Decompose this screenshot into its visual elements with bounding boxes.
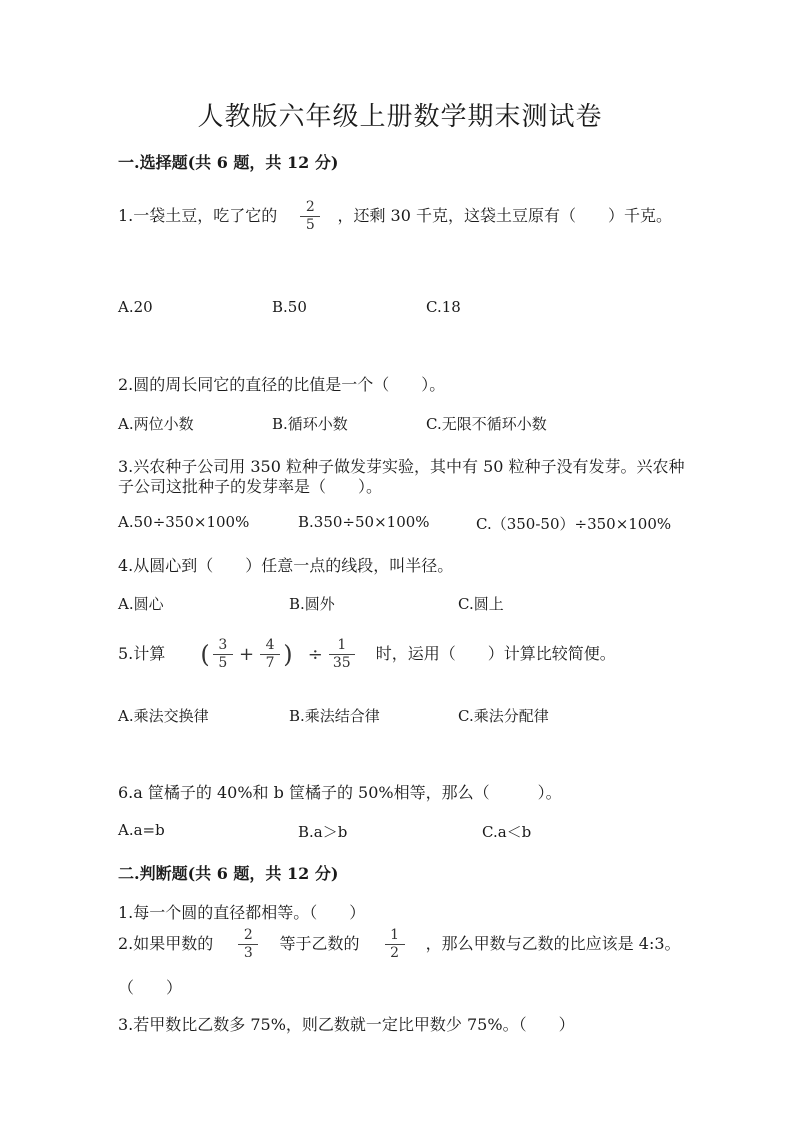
- option-c[interactable]: C.a＜b: [482, 823, 532, 841]
- question-1: [118, 200, 672, 233]
- question-text: 等于乙数的: [279, 934, 360, 953]
- close-paren: ): [283, 640, 293, 669]
- question-6: 6.a 筐橘子的 40%和 b 筐橘子的 50%相等，那么（ ）。: [118, 783, 562, 802]
- judgement-2-answer-paren: （ ）: [118, 978, 183, 997]
- question-3-line-1: 3.兴农种子公司用 350 粒种子做发芽实验，其中有 50 粒种子没有发芽。兴农种: [118, 457, 685, 476]
- question-text: 2.如果甲数的: [118, 934, 214, 953]
- option-c[interactable]: C.无限不循环小数: [426, 415, 547, 433]
- option-a[interactable]: A.圆心: [118, 595, 164, 613]
- judgement-1: 1.每一个圆的直径都相等。（ ）: [118, 903, 366, 922]
- option-b[interactable]: B.50: [272, 298, 307, 316]
- option-b[interactable]: B.乘法结合律: [289, 707, 380, 725]
- question-2: 2.圆的周长同它的直径的比值是一个（ ）。: [118, 375, 446, 394]
- fraction-denominator: 2: [390, 945, 400, 961]
- option-c[interactable]: C.圆上: [458, 595, 504, 613]
- question-text: ，那么甲数与乙数的比应该是 4:3。: [425, 934, 681, 953]
- question-4: 4.从圆心到（ ）任意一点的线段，叫半径。: [118, 556, 454, 575]
- fraction: [262, 638, 278, 671]
- fraction-denominator: 7: [265, 655, 275, 671]
- option-c[interactable]: C.（350-50）÷350×100%: [476, 515, 672, 533]
- plus-sign: +: [238, 644, 255, 665]
- option-b[interactable]: B.a＞b: [298, 823, 348, 841]
- fraction-numerator: 1: [337, 637, 347, 653]
- fraction-numerator: 1: [390, 927, 400, 943]
- option-c[interactable]: C.乘法分配律: [458, 707, 549, 725]
- section-heading-judgement: 二.判断题(共 6 题，共 12 分): [118, 864, 339, 883]
- fraction-denominator: 5: [218, 655, 228, 671]
- question-5: [118, 638, 616, 671]
- fraction: [387, 928, 403, 961]
- judgement-3: 3.若甲数比乙数多 75%，则乙数就一定比甲数少 75%。（ ）: [118, 1015, 575, 1034]
- fraction: [215, 638, 231, 671]
- option-a[interactable]: A.两位小数: [118, 415, 194, 433]
- page-title: 人教版六年级上册数学期末测试卷: [197, 102, 603, 132]
- section-heading-choice: 一.选择题(共 6 题，共 12 分): [118, 153, 339, 172]
- question-text: 5.计算: [118, 644, 166, 663]
- fraction-numerator: 4: [265, 637, 275, 653]
- fraction-numerator: 2: [243, 927, 253, 943]
- question-text: 1.一袋土豆，吃了它的: [118, 206, 278, 225]
- judgement-2: [118, 928, 681, 961]
- option-b[interactable]: B.循环小数: [272, 415, 348, 433]
- option-a[interactable]: A.20: [118, 298, 153, 316]
- divide-sign: ÷: [307, 644, 323, 665]
- option-a[interactable]: A.a=b: [118, 821, 165, 839]
- question-text: ，还剩 30 千克，这袋土豆原有（ ）千克。: [337, 206, 673, 225]
- fraction-denominator: 35: [332, 655, 351, 671]
- option-b[interactable]: B.圆外: [289, 595, 335, 613]
- fraction-denominator: 3: [243, 945, 253, 961]
- option-b[interactable]: B.350÷50×100%: [298, 513, 430, 531]
- option-c[interactable]: C.18: [426, 298, 461, 316]
- question-text: 时，运用（ ）计算比较简便。: [375, 644, 616, 663]
- question-3-line-2: 子公司这批种子的发芽率是（ ）。: [118, 477, 383, 496]
- fraction-denominator: 5: [305, 217, 315, 233]
- fraction-numerator: 3: [218, 637, 228, 653]
- fraction: [302, 200, 318, 233]
- option-a[interactable]: A.乘法交换律: [118, 707, 209, 725]
- fraction: [331, 638, 353, 671]
- fraction-numerator: 2: [305, 199, 315, 215]
- open-paren: (: [200, 640, 210, 669]
- fraction: [240, 928, 256, 961]
- option-a[interactable]: A.50÷350×100%: [118, 513, 250, 531]
